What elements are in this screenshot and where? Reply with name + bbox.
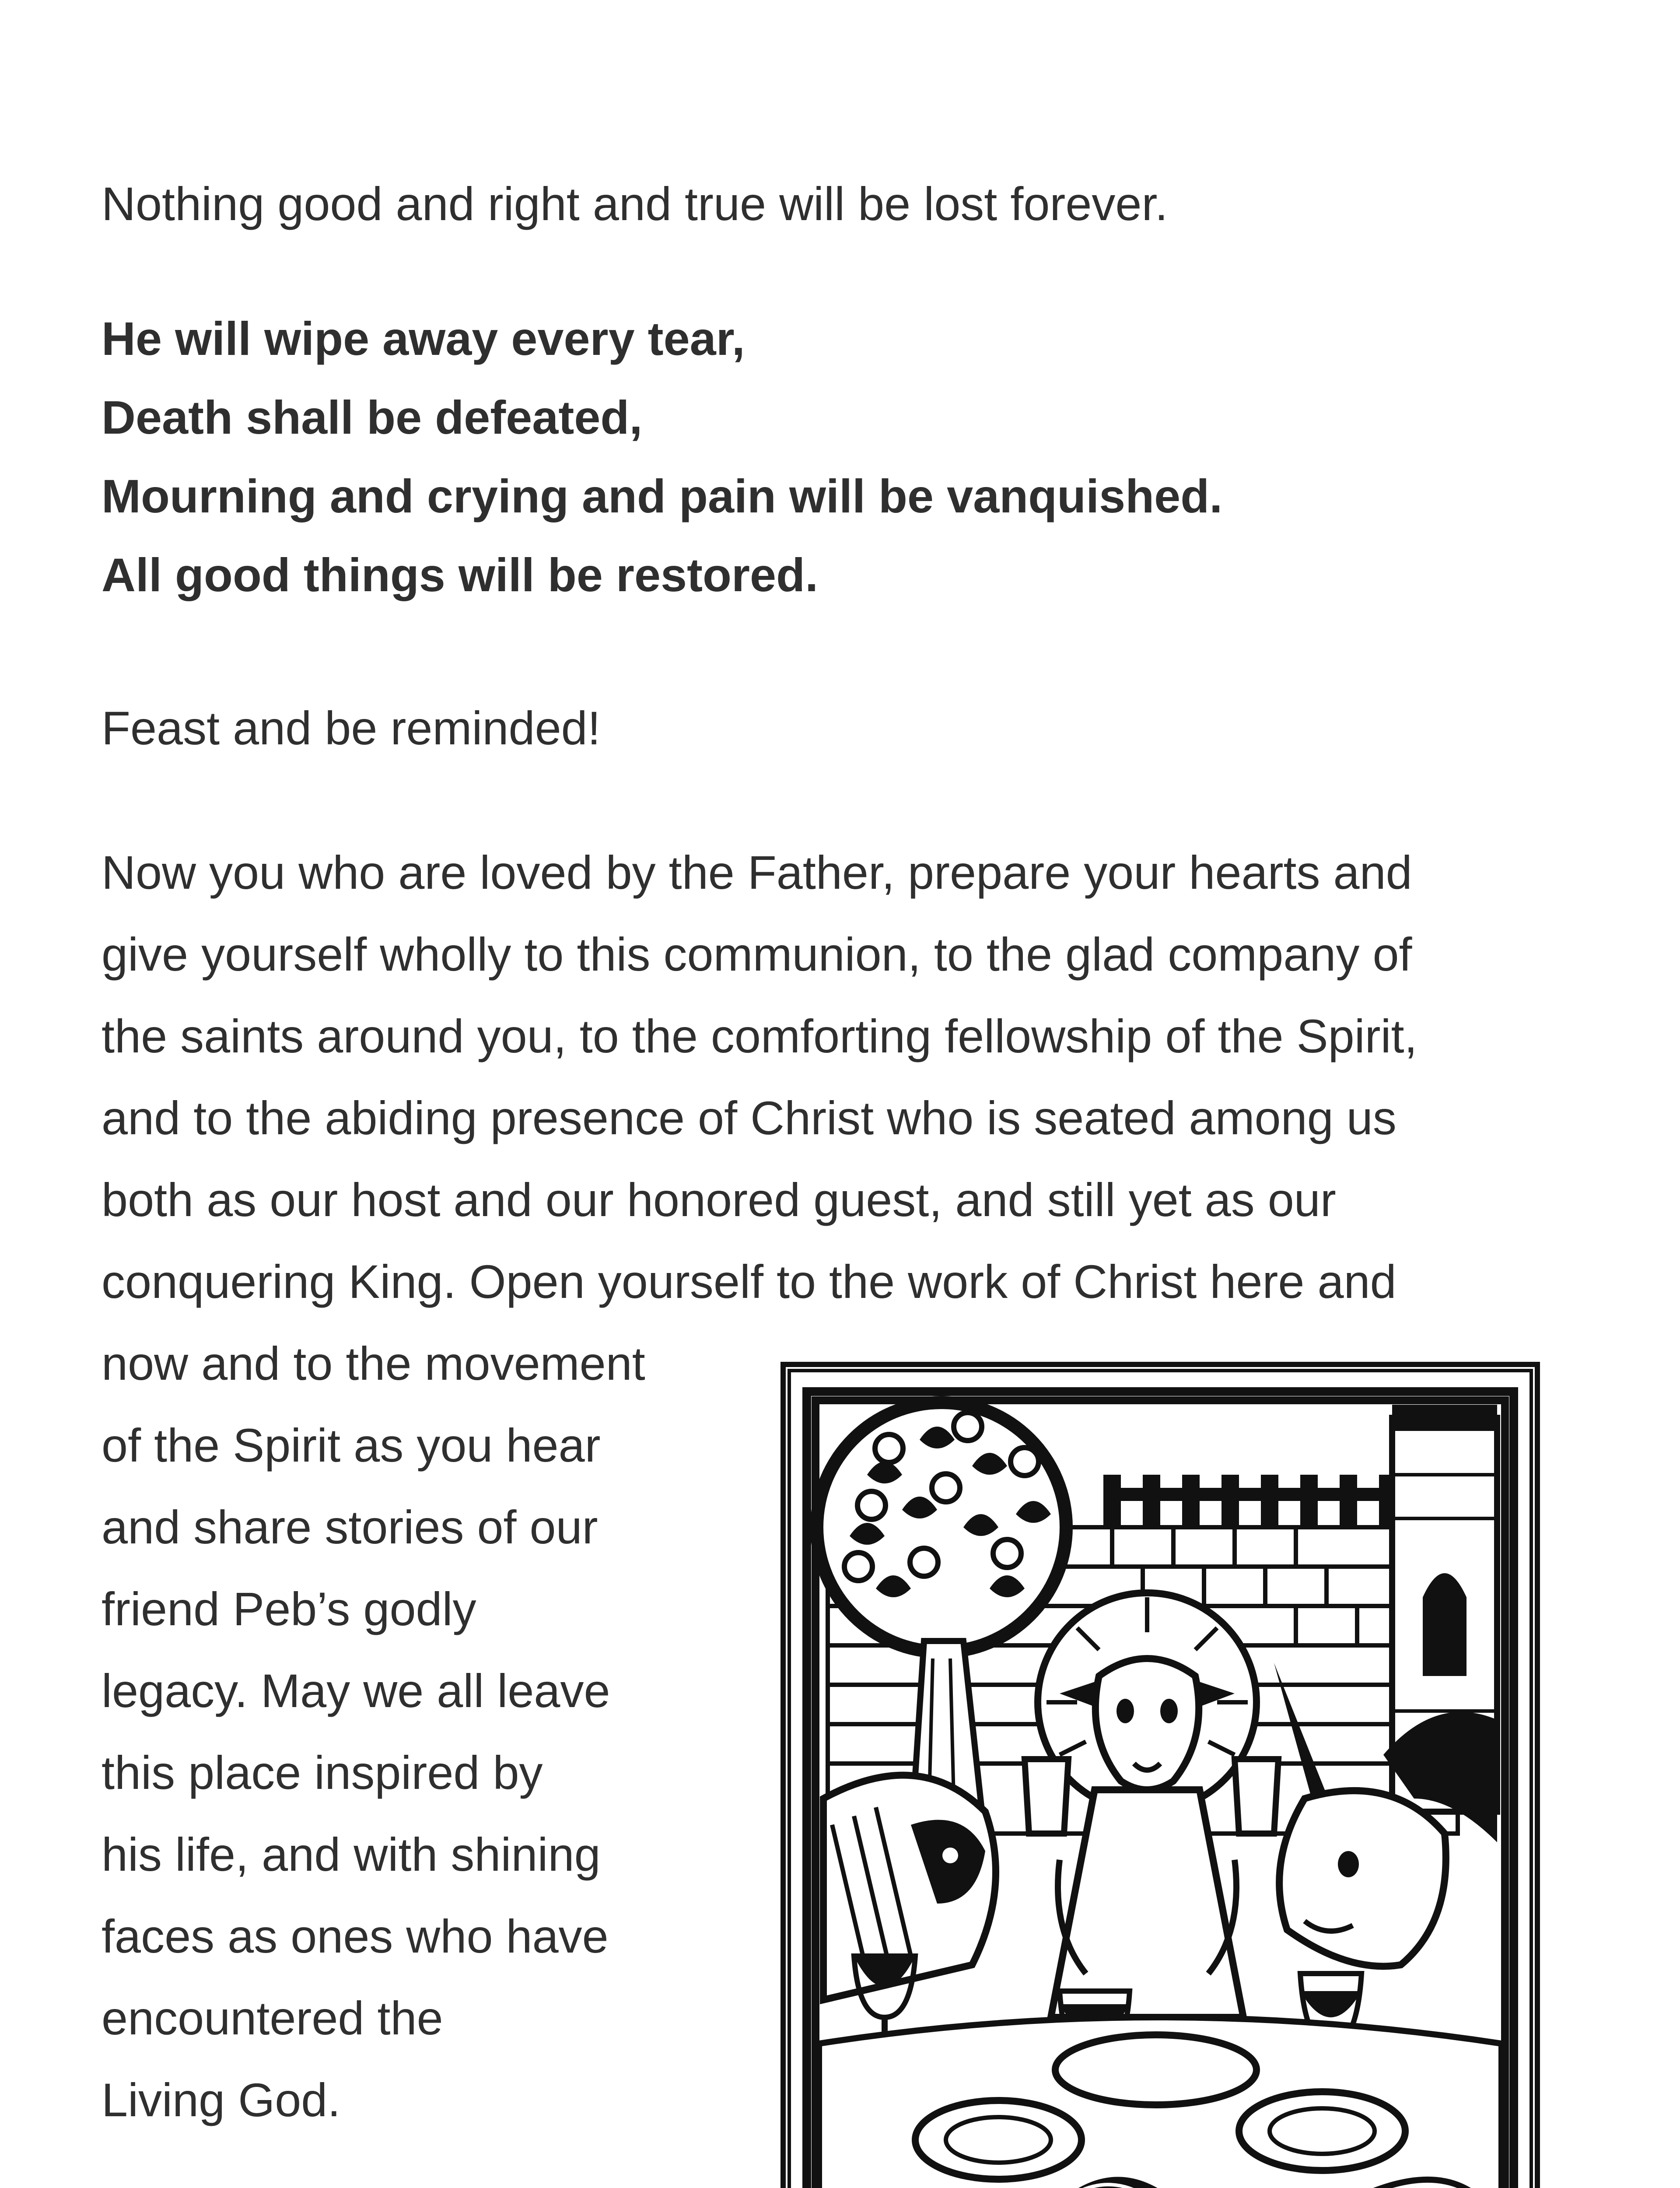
body-line: of the Spirit as you hear — [102, 1419, 601, 1472]
body-line: Living God. — [102, 2073, 341, 2126]
body-line: friend Peb’s godly — [102, 1582, 476, 1635]
body-line: the saints around you, to the comforting fellowship of the Spirit, — [102, 1010, 1418, 1062]
body-line: encountered the — [102, 1992, 443, 2044]
body-line: his life, and with shining — [102, 1828, 601, 1881]
body-line: give yourself wholly to this communion, to the glad company of — [102, 928, 1412, 981]
response-line: Mourning and crying and pain will be vanquished. — [102, 470, 1223, 522]
feast-woodcut-icon — [780, 1361, 1541, 2188]
body-line: now and to the movement — [102, 1337, 645, 1390]
body-line: this place inspired by — [102, 1746, 543, 1799]
response-line: Death shall be defeated, — [102, 391, 643, 444]
response-line: All good things will be restored. — [102, 548, 819, 601]
exhortation: Feast and be reminded! — [102, 701, 601, 754]
body-line: Now you who are loved by the Father, prepare your hearts and — [102, 846, 1412, 899]
opening-line: Nothing good and right and true will be lost forever. — [102, 177, 1168, 230]
body-line: and to the abiding presence of Christ who is seated among us — [102, 1091, 1396, 1144]
body-line: conquering King. Open yourself to the work of Christ here and — [102, 1255, 1396, 1308]
body-line: legacy. May we all leave — [102, 1664, 610, 1717]
body-line: both as our host and our honored guest, and still yet as our — [102, 1173, 1336, 1226]
body-line: and share stories of our — [102, 1501, 598, 1553]
body-line: faces as ones who have — [102, 1910, 609, 1963]
response-line: He will wipe away every tear, — [102, 312, 745, 365]
